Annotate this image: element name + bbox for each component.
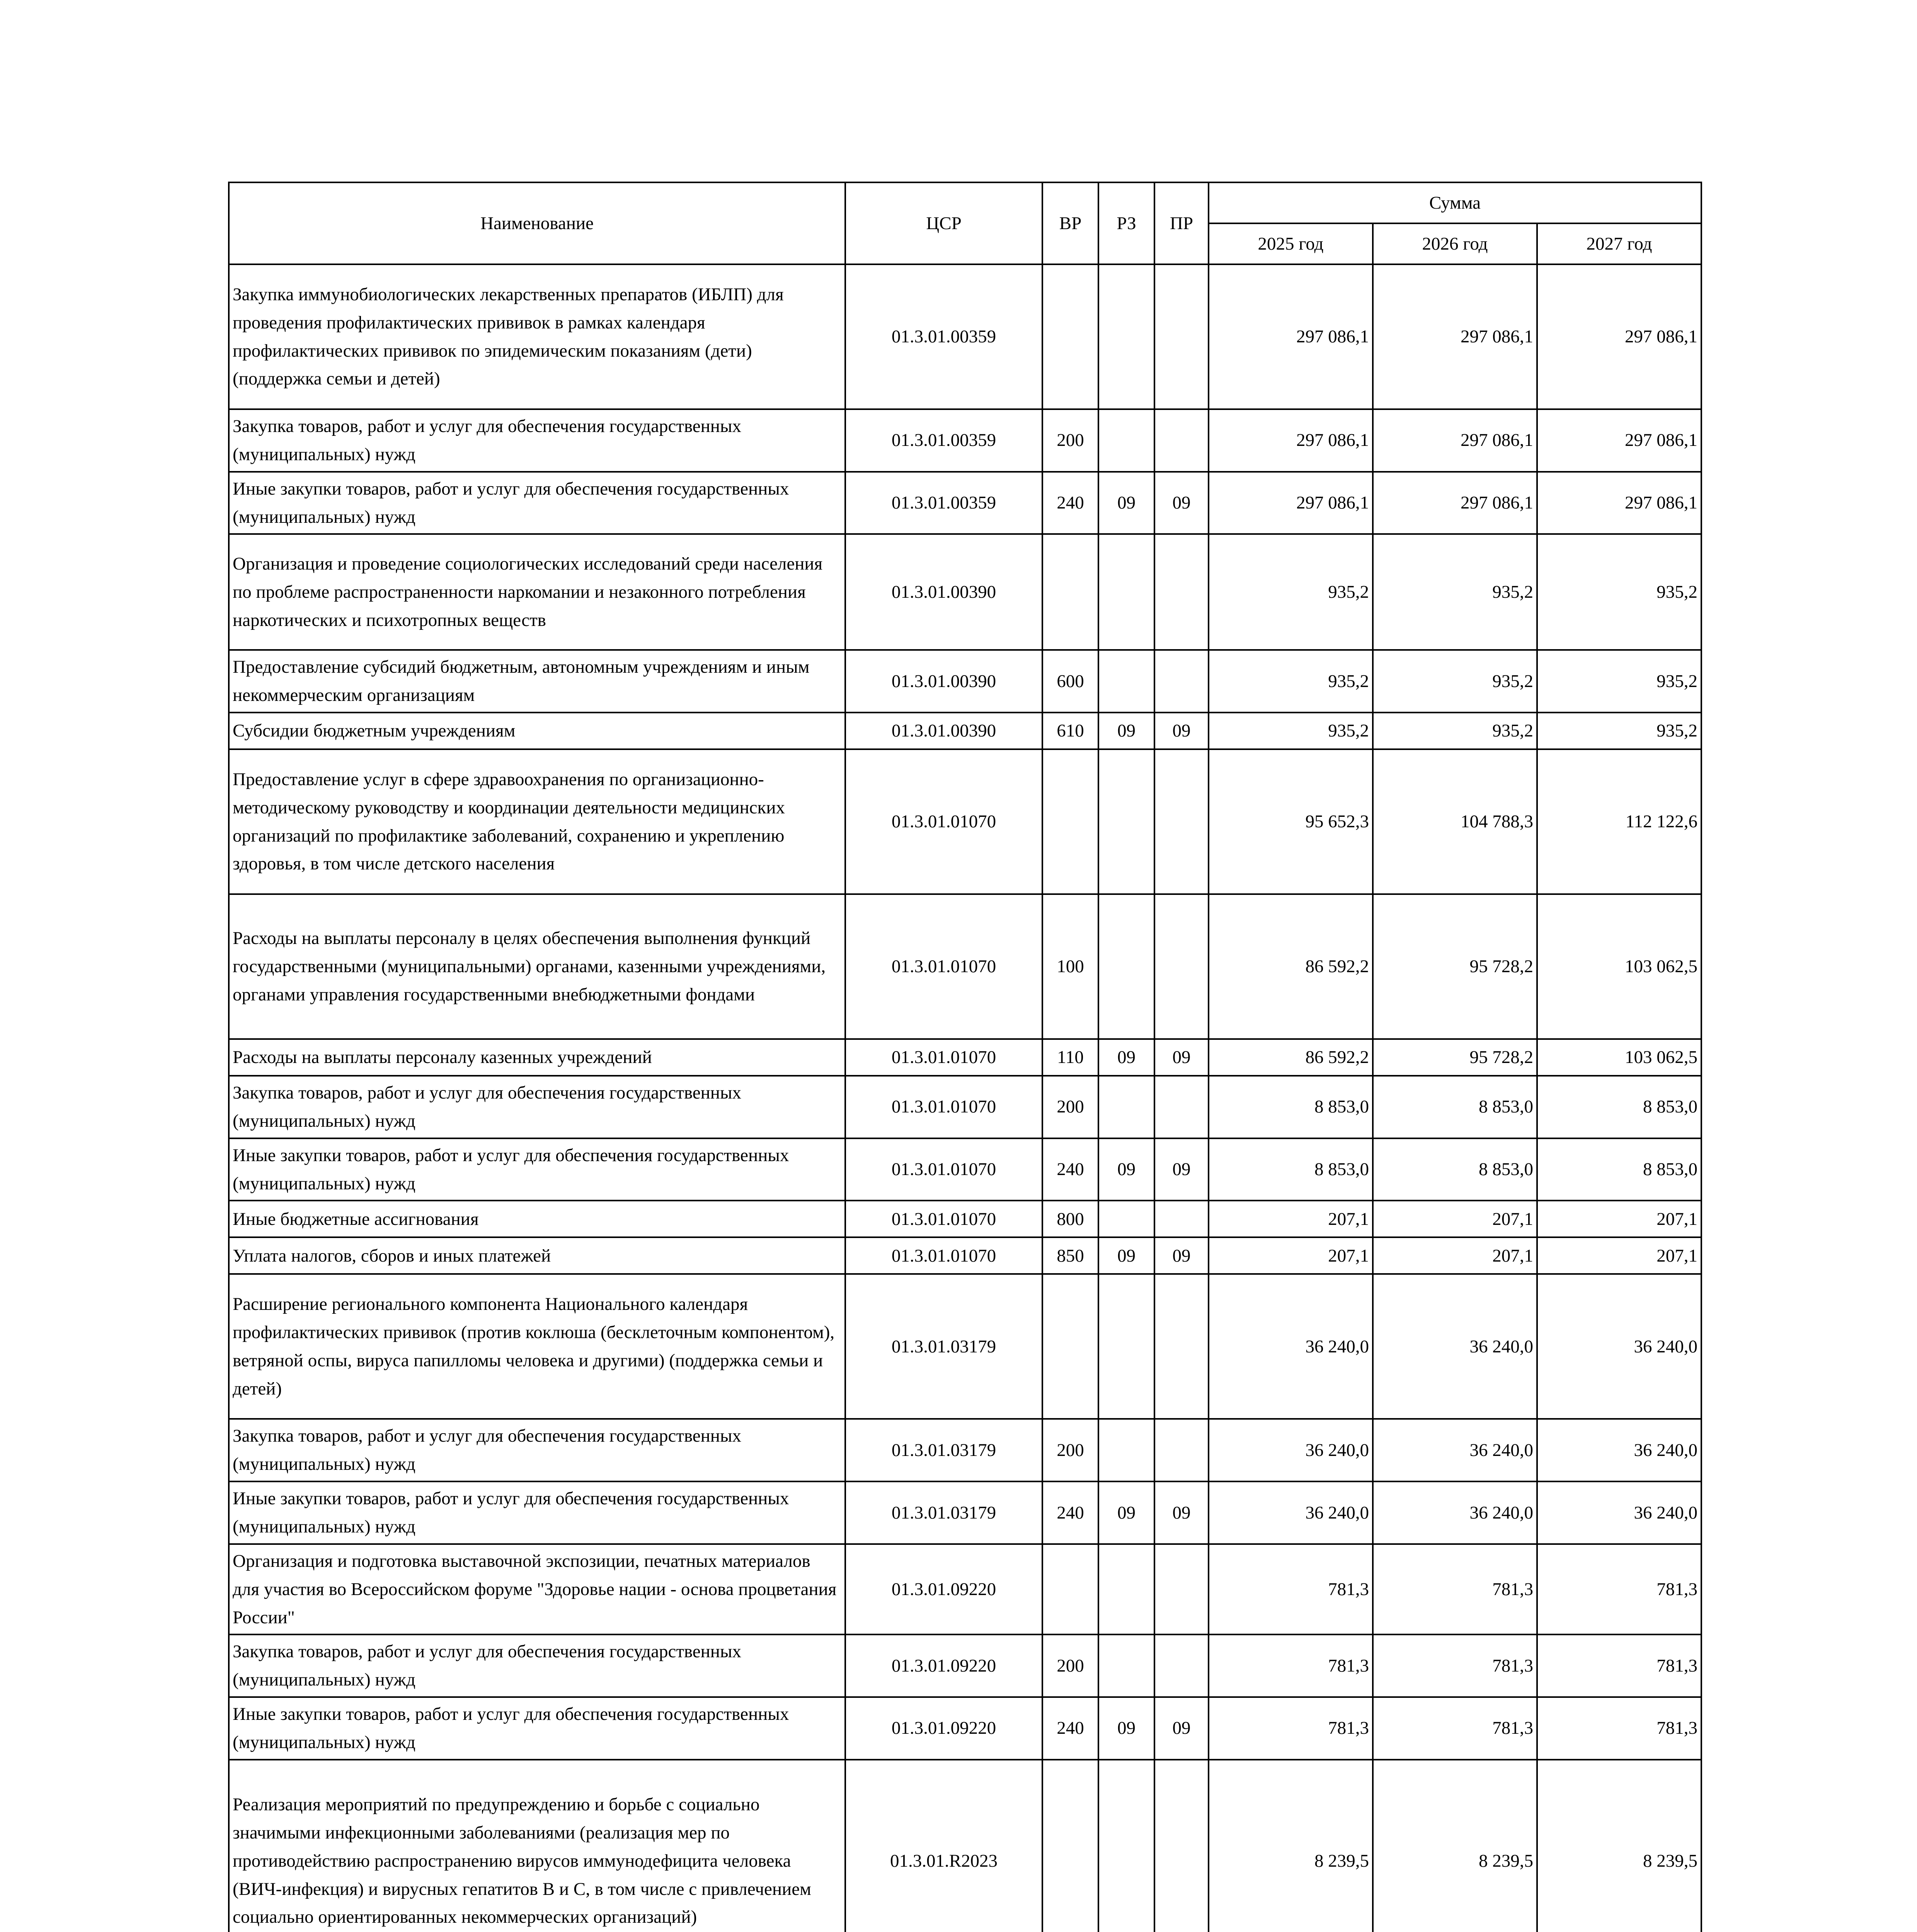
cell-vr: 240 (1042, 1481, 1098, 1544)
cell-name: Организация и проведение социологических исследований среди населения по проблеме распространенности наркомании и незаконного потребления наркотических и психотропных веществ (229, 534, 845, 650)
cell-2027: 297 086,1 (1537, 264, 1701, 409)
cell-2027: 207,1 (1537, 1201, 1701, 1237)
cell-csr: 01.3.01.00390 (845, 713, 1042, 749)
cell-pr: 09 (1154, 1039, 1209, 1076)
cell-2026: 207,1 (1373, 1237, 1537, 1274)
cell-pr (1154, 1634, 1209, 1697)
cell-2026: 8 853,0 (1373, 1138, 1537, 1201)
cell-2026: 297 086,1 (1373, 264, 1537, 409)
cell-vr: 200 (1042, 1634, 1098, 1697)
table-row (229, 1138, 1701, 1201)
cell-2025: 8 853,0 (1209, 1076, 1373, 1138)
cell-pr (1154, 534, 1209, 650)
table-body (229, 264, 1701, 1932)
cell-csr: 01.3.01.01070 (845, 1076, 1042, 1138)
cell-2026: 935,2 (1373, 534, 1537, 650)
table-row (229, 264, 1701, 409)
cell-vr: 200 (1042, 1076, 1098, 1138)
cell-name: Иные бюджетные ассигнования (229, 1201, 845, 1237)
cell-rz (1098, 1634, 1154, 1697)
cell-2025: 36 240,0 (1209, 1419, 1373, 1481)
table-row (229, 1274, 1701, 1419)
cell-pr: 09 (1154, 1138, 1209, 1201)
cell-2027: 935,2 (1537, 534, 1701, 650)
cell-csr: 01.3.01.00359 (845, 409, 1042, 472)
cell-vr: 110 (1042, 1039, 1098, 1076)
cell-2027: 781,3 (1537, 1634, 1701, 1697)
table-row (229, 713, 1701, 749)
cell-pr (1154, 749, 1209, 894)
cell-name: Субсидии бюджетным учреждениям (229, 713, 845, 749)
cell-name: Организация и подготовка выставочной экспозиции, печатных материалов для участия во Всероссийском форуме "Здоровье нации - основа процветания России" (229, 1544, 845, 1635)
cell-pr: 09 (1154, 472, 1209, 534)
header-rz: РЗ (1098, 182, 1154, 264)
cell-vr: 200 (1042, 1419, 1098, 1481)
cell-pr (1154, 1419, 1209, 1481)
cell-2027: 36 240,0 (1537, 1419, 1701, 1481)
cell-2025: 8 239,5 (1209, 1760, 1373, 1932)
cell-csr: 01.3.01.03179 (845, 1481, 1042, 1544)
cell-2027: 297 086,1 (1537, 472, 1701, 534)
table-row (229, 1201, 1701, 1237)
cell-name: Иные закупки товаров, работ и услуг для обеспечения государственных (муниципальных) нужд (229, 1138, 845, 1201)
cell-2026: 781,3 (1373, 1697, 1537, 1760)
cell-vr: 240 (1042, 1697, 1098, 1760)
table-row (229, 1481, 1701, 1544)
table-row (229, 409, 1701, 472)
cell-rz: 09 (1098, 1138, 1154, 1201)
cell-rz (1098, 1544, 1154, 1635)
cell-2026: 207,1 (1373, 1201, 1537, 1237)
cell-name: Реализация мероприятий по предупреждению и борьбе с социально значимыми инфекционными заболеваниями (реализация мер по противодействию распространению вирусов иммунодефицита человека (ВИЧ-инфекция) и вирусных гепатитов В и С, в том числе с привлечением социально ориентированных некоммерческих организаций) (229, 1760, 845, 1932)
cell-2025: 86 592,2 (1209, 1039, 1373, 1076)
cell-2027: 103 062,5 (1537, 1039, 1701, 1076)
cell-2027: 935,2 (1537, 650, 1701, 713)
cell-2026: 95 728,2 (1373, 1039, 1537, 1076)
cell-name: Расходы на выплаты персоналу казенных учреждений (229, 1039, 845, 1076)
header-name: Наименование (229, 182, 845, 264)
cell-2025: 781,3 (1209, 1697, 1373, 1760)
cell-2025: 36 240,0 (1209, 1274, 1373, 1419)
cell-2026: 36 240,0 (1373, 1419, 1537, 1481)
cell-vr (1042, 264, 1098, 409)
header-year-2025: 2025 год (1209, 223, 1373, 264)
cell-2025: 86 592,2 (1209, 894, 1373, 1039)
cell-csr: 01.3.01.01070 (845, 894, 1042, 1039)
cell-rz: 09 (1098, 1481, 1154, 1544)
cell-rz: 09 (1098, 1697, 1154, 1760)
cell-name: Уплата налогов, сборов и иных платежей (229, 1237, 845, 1274)
cell-vr: 610 (1042, 713, 1098, 749)
cell-2025: 207,1 (1209, 1237, 1373, 1274)
cell-2025: 935,2 (1209, 713, 1373, 749)
table-row (229, 1039, 1701, 1076)
table-row (229, 1419, 1701, 1481)
table-header (229, 182, 1701, 264)
cell-2025: 95 652,3 (1209, 749, 1373, 894)
table-row (229, 534, 1701, 650)
cell-csr: 01.3.01.03179 (845, 1274, 1042, 1419)
cell-pr (1154, 1760, 1209, 1932)
table-row (229, 1237, 1701, 1274)
cell-pr (1154, 650, 1209, 713)
cell-name: Иные закупки товаров, работ и услуг для обеспечения государственных (муниципальных) нужд (229, 472, 845, 534)
cell-rz (1098, 1419, 1154, 1481)
cell-2025: 935,2 (1209, 534, 1373, 650)
cell-rz: 09 (1098, 1237, 1154, 1274)
cell-csr: 01.3.01.01070 (845, 1201, 1042, 1237)
cell-vr (1042, 1274, 1098, 1419)
cell-name: Закупка товаров, работ и услуг для обеспечения государственных (муниципальных) нужд (229, 1076, 845, 1138)
cell-2026: 935,2 (1373, 650, 1537, 713)
cell-2027: 103 062,5 (1537, 894, 1701, 1039)
cell-2026: 8 853,0 (1373, 1076, 1537, 1138)
cell-name: Расходы на выплаты персоналу в целях обеспечения выполнения функций государственными (муниципальными) органами, казенными учреждениями, органами управления государственными внебюджетными фондами (229, 894, 845, 1039)
header-vr: ВР (1042, 182, 1098, 264)
cell-vr: 240 (1042, 472, 1098, 534)
cell-pr: 09 (1154, 1237, 1209, 1274)
cell-2027: 8 853,0 (1537, 1138, 1701, 1201)
cell-vr: 100 (1042, 894, 1098, 1039)
cell-rz (1098, 650, 1154, 713)
header-pr: ПР (1154, 182, 1209, 264)
cell-pr (1154, 1076, 1209, 1138)
cell-2026: 36 240,0 (1373, 1274, 1537, 1419)
cell-2026: 781,3 (1373, 1634, 1537, 1697)
cell-2025: 935,2 (1209, 650, 1373, 713)
cell-name: Закупка иммунобиологических лекарственных препаратов (ИБЛП) для проведения профилактических прививок в рамках календаря профилактических прививок по эпидемическим показаниям (дети) (поддержка семьи и детей) (229, 264, 845, 409)
header-csr: ЦСР (845, 182, 1042, 264)
table-row (229, 1076, 1701, 1138)
cell-vr (1042, 1544, 1098, 1635)
cell-2027: 112 122,6 (1537, 749, 1701, 894)
cell-name: Закупка товаров, работ и услуг для обеспечения государственных (муниципальных) нужд (229, 1419, 845, 1481)
cell-2026: 297 086,1 (1373, 409, 1537, 472)
cell-name: Предоставление услуг в сфере здравоохранения по организационно-методическому руководству и координации деятельности медицинских организаций по профилактике заболеваний, сохранению и укреплению здоровья, в том числе детского населения (229, 749, 845, 894)
cell-pr (1154, 1201, 1209, 1237)
cell-2026: 36 240,0 (1373, 1481, 1537, 1544)
cell-pr (1154, 894, 1209, 1039)
cell-rz (1098, 1760, 1154, 1932)
table-row (229, 1760, 1701, 1932)
cell-2025: 297 086,1 (1209, 472, 1373, 534)
cell-rz (1098, 409, 1154, 472)
cell-2025: 8 853,0 (1209, 1138, 1373, 1201)
cell-csr: 01.3.01.00359 (845, 472, 1042, 534)
table-row (229, 749, 1701, 894)
cell-csr: 01.3.01.01070 (845, 1138, 1042, 1201)
cell-vr (1042, 749, 1098, 894)
cell-name: Иные закупки товаров, работ и услуг для обеспечения государственных (муниципальных) нужд (229, 1697, 845, 1760)
cell-name: Предоставление субсидий бюджетным, автономным учреждениям и иным некоммерческим организациям (229, 650, 845, 713)
table-row (229, 894, 1701, 1039)
cell-2027: 8 853,0 (1537, 1076, 1701, 1138)
cell-name: Расширение регионального компонента Национального календаря профилактических прививок (против коклюша (бесклеточным компонентом), ветряной оспы, вируса папилломы человека и другими) (поддержка семьи и детей) (229, 1274, 845, 1419)
cell-2027: 36 240,0 (1537, 1274, 1701, 1419)
cell-name: Закупка товаров, работ и услуг для обеспечения государственных (муниципальных) нужд (229, 409, 845, 472)
cell-vr (1042, 1760, 1098, 1932)
cell-csr: 01.3.01.03179 (845, 1419, 1042, 1481)
cell-pr (1154, 409, 1209, 472)
cell-2025: 36 240,0 (1209, 1481, 1373, 1544)
cell-rz (1098, 1274, 1154, 1419)
cell-csr: 01.3.01.09220 (845, 1634, 1042, 1697)
cell-2026: 104 788,3 (1373, 749, 1537, 894)
cell-rz (1098, 1076, 1154, 1138)
cell-2027: 297 086,1 (1537, 409, 1701, 472)
table-row (229, 1697, 1701, 1760)
header-year-2027: 2027 год (1537, 223, 1701, 264)
cell-2025: 297 086,1 (1209, 409, 1373, 472)
cell-2025: 781,3 (1209, 1544, 1373, 1635)
budget-table (228, 182, 1702, 1932)
cell-2027: 207,1 (1537, 1237, 1701, 1274)
cell-vr (1042, 534, 1098, 650)
cell-2026: 8 239,5 (1373, 1760, 1537, 1932)
cell-rz (1098, 1201, 1154, 1237)
cell-pr (1154, 1544, 1209, 1635)
cell-vr: 200 (1042, 409, 1098, 472)
cell-pr: 09 (1154, 1697, 1209, 1760)
header-year-2026: 2026 год (1373, 223, 1537, 264)
cell-2027: 781,3 (1537, 1544, 1701, 1635)
cell-rz (1098, 894, 1154, 1039)
cell-2026: 95 728,2 (1373, 894, 1537, 1039)
cell-csr: 01.3.01.00390 (845, 650, 1042, 713)
table-row (229, 1544, 1701, 1635)
cell-vr: 240 (1042, 1138, 1098, 1201)
cell-rz: 09 (1098, 1039, 1154, 1076)
cell-csr: 01.3.01.R2023 (845, 1760, 1042, 1932)
cell-name: Закупка товаров, работ и услуг для обеспечения государственных (муниципальных) нужд (229, 1634, 845, 1697)
cell-csr: 01.3.01.09220 (845, 1544, 1042, 1635)
table-row (229, 1634, 1701, 1697)
cell-rz: 09 (1098, 472, 1154, 534)
cell-pr (1154, 264, 1209, 409)
cell-2025: 207,1 (1209, 1201, 1373, 1237)
table-row (229, 472, 1701, 534)
cell-rz: 09 (1098, 713, 1154, 749)
cell-vr: 800 (1042, 1201, 1098, 1237)
cell-csr: 01.3.01.01070 (845, 749, 1042, 894)
header-sum: Сумма (1209, 182, 1701, 223)
cell-2025: 297 086,1 (1209, 264, 1373, 409)
cell-csr: 01.3.01.00359 (845, 264, 1042, 409)
cell-csr: 01.3.01.01070 (845, 1039, 1042, 1076)
cell-csr: 01.3.01.00390 (845, 534, 1042, 650)
cell-csr: 01.3.01.01070 (845, 1237, 1042, 1274)
cell-rz (1098, 749, 1154, 894)
cell-vr: 850 (1042, 1237, 1098, 1274)
cell-name: Иные закупки товаров, работ и услуг для обеспечения государственных (муниципальных) нужд (229, 1481, 845, 1544)
cell-2027: 36 240,0 (1537, 1481, 1701, 1544)
cell-rz (1098, 534, 1154, 650)
cell-2027: 8 239,5 (1537, 1760, 1701, 1932)
cell-2025: 781,3 (1209, 1634, 1373, 1697)
cell-2027: 781,3 (1537, 1697, 1701, 1760)
cell-csr: 01.3.01.09220 (845, 1697, 1042, 1760)
table-row (229, 650, 1701, 713)
cell-2027: 935,2 (1537, 713, 1701, 749)
cell-2026: 781,3 (1373, 1544, 1537, 1635)
cell-pr (1154, 1274, 1209, 1419)
cell-2026: 935,2 (1373, 713, 1537, 749)
cell-rz (1098, 264, 1154, 409)
cell-vr: 600 (1042, 650, 1098, 713)
cell-pr: 09 (1154, 713, 1209, 749)
cell-2026: 297 086,1 (1373, 472, 1537, 534)
cell-pr: 09 (1154, 1481, 1209, 1544)
